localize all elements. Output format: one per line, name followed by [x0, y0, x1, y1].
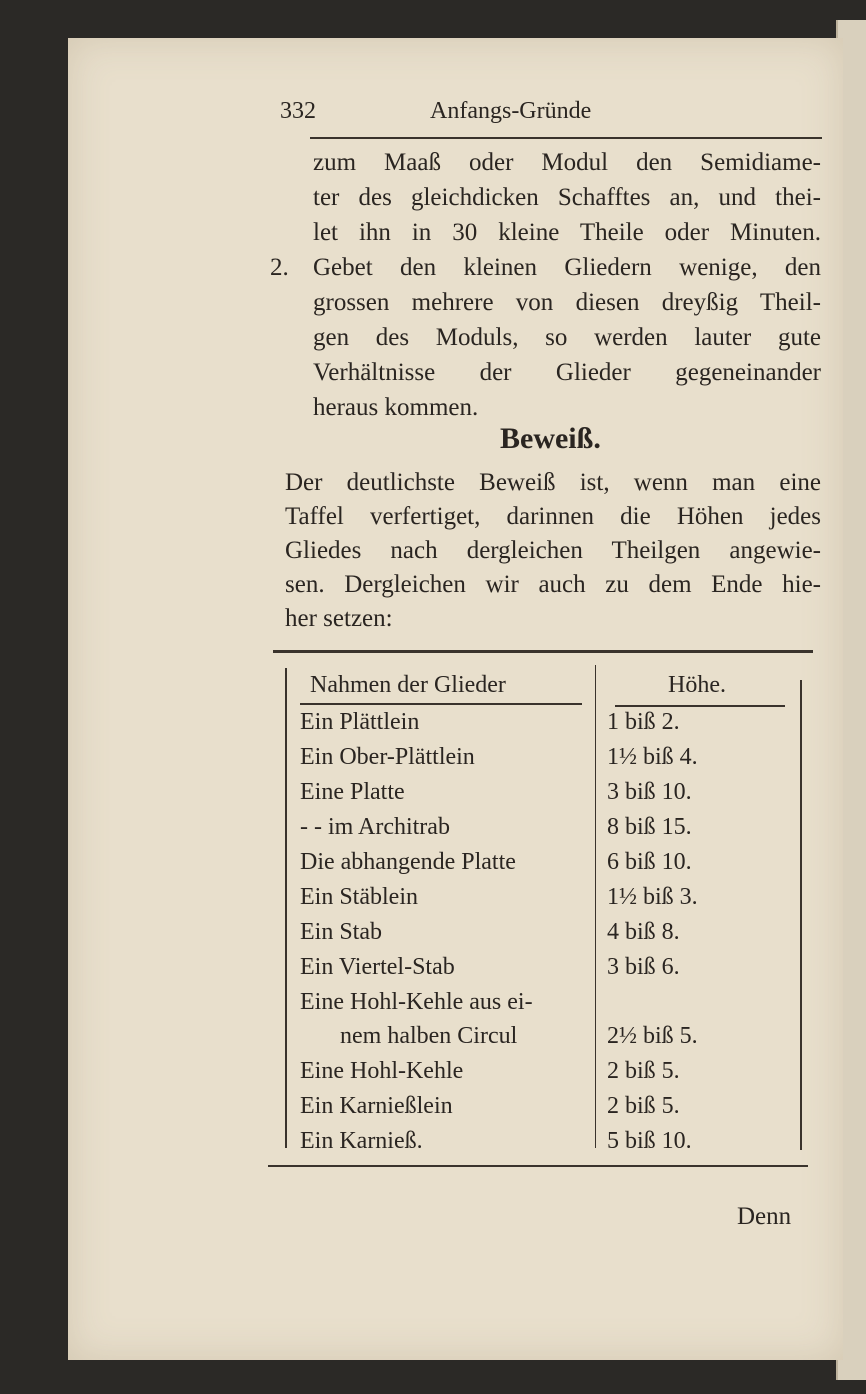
- proof-line: sen. Dergleichen wir auch zu dem Ende hie-: [285, 571, 821, 598]
- table-cell-name: Ein Stab: [300, 919, 382, 945]
- body-line: let ihn in 30 kleine Theile oder Minuten.: [313, 219, 821, 246]
- header-rule: [310, 137, 822, 139]
- table-cell-height: 5 biß 10.: [607, 1128, 692, 1154]
- running-title: Anfangs-Gründe: [430, 98, 592, 124]
- table-header-height: Höhe.: [668, 672, 726, 698]
- table-cell-height: 1½ biß 3.: [607, 884, 698, 910]
- table-column-divider: [595, 665, 596, 1148]
- table-cell-name: Ein Ober-Plättlein: [300, 744, 475, 770]
- proof-line: Taffel verfertiget, darinnen die Höhen jedes: [285, 503, 821, 530]
- catchword: Denn: [737, 1203, 792, 1230]
- table-cell-name: Eine Hohl-Kehle: [300, 1058, 464, 1084]
- proof-line: Gliedes nach dergleichen Theilgen angewie-: [285, 537, 821, 564]
- body-line: gen des Moduls, so werden lauter gute: [313, 324, 821, 351]
- table-cell-name: Eine Hohl-Kehle aus ei-: [300, 989, 533, 1015]
- body-line: grossen mehrere von diesen dreyßig Theil-: [313, 289, 821, 316]
- table-cell-height: 8 biß 15.: [607, 814, 692, 840]
- table-cell-name: nem halben Circul: [340, 1023, 518, 1049]
- body-line: Verhältnisse der Glieder gegeneinander: [313, 359, 821, 386]
- table-right-border: [800, 680, 802, 1150]
- table-cell-name: Ein Stäblein: [300, 884, 418, 910]
- table-header-name: Nahmen der Glieder: [310, 672, 506, 698]
- table-cell-height: 3 biß 10.: [607, 779, 692, 805]
- table-cell-height: 2½ biß 5.: [607, 1023, 698, 1049]
- table-cell-name: Ein Karnieß.: [300, 1128, 423, 1154]
- table-cell-name: - - im Architrab: [300, 814, 450, 840]
- table-top-rule: [273, 650, 813, 653]
- table-cell-height: 4 biß 8.: [607, 919, 680, 945]
- table-cell-height: 2 biß 5.: [607, 1058, 680, 1084]
- section-heading: Beweiß.: [500, 422, 601, 455]
- table-header-rule: [300, 703, 582, 705]
- item-number: 2.: [270, 254, 289, 281]
- table-cell-name: Ein Karnießlein: [300, 1093, 453, 1119]
- proof-line: Der deutlichste Beweiß ist, wenn man eine: [285, 469, 821, 496]
- table-bottom-rule: [268, 1165, 808, 1167]
- table-cell-name: Eine Platte: [300, 779, 405, 805]
- page-number: 332: [280, 98, 316, 124]
- table-cell-height: 6 biß 10.: [607, 849, 692, 875]
- table-cell-height: 1½ biß 4.: [607, 744, 698, 770]
- table-cell-height: 2 biß 5.: [607, 1093, 680, 1119]
- table-left-border: [285, 668, 287, 1148]
- body-line: heraus kommen.: [313, 394, 479, 421]
- table-cell-height: 3 biß 6.: [607, 954, 680, 980]
- body-line: Gebet den kleinen Gliedern wenige, den: [313, 254, 821, 281]
- table-cell-name: Ein Viertel-Stab: [300, 954, 455, 980]
- table-cell-name: Ein Plättlein: [300, 709, 420, 735]
- table-cell-height: 1 biß 2.: [607, 709, 680, 735]
- body-line: ter des gleichdicken Schafftes an, und thei-: [313, 184, 821, 211]
- body-line: zum Maaß oder Modul den Semidiame-: [313, 149, 821, 176]
- proof-line: her setzen:: [285, 605, 393, 632]
- table-cell-name: Die abhangende Platte: [300, 849, 516, 875]
